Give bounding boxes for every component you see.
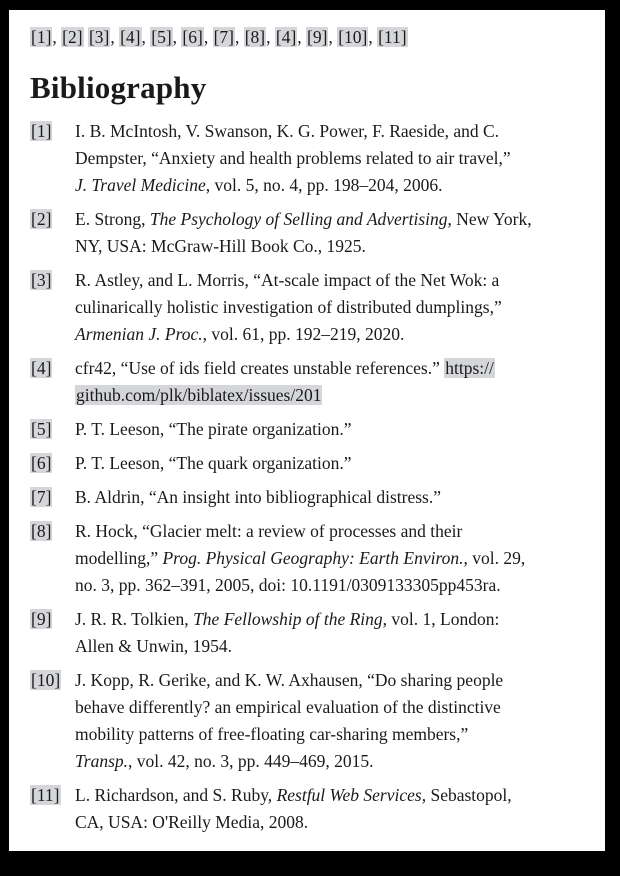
bib-entry-text xyxy=(75,450,589,477)
bib-text-segment: , vol. 61, pp. 192–219, 2020. xyxy=(202,324,405,344)
bibliography-heading: Bibliography xyxy=(30,70,207,105)
bibliography-list xyxy=(30,118,589,836)
bib-entry-text xyxy=(75,518,589,599)
bib-text-segment: , vol. 5, no. 4, pp. 198–204, 2006. xyxy=(205,175,443,195)
bib-entry-text xyxy=(75,416,589,443)
bib-text-segment: L. Richardson, and S. Ruby, xyxy=(75,785,277,805)
bib-text-segment: J. R. R. Tolkien, xyxy=(75,609,194,629)
citation-ref[interactable]: [2] xyxy=(62,27,83,47)
document-page xyxy=(9,10,605,851)
bib-line xyxy=(75,321,589,348)
bib-entry-label[interactable]: [11] xyxy=(31,785,60,805)
citation-ref[interactable]: [5] xyxy=(151,27,172,47)
bib-line xyxy=(75,416,589,443)
bib-line xyxy=(75,382,589,409)
bib-text-segment: Dempster, “Anxiety and health problems related to air travel,” xyxy=(75,148,511,168)
bib-entry-label-cell xyxy=(30,267,75,294)
bib-line xyxy=(75,355,589,382)
citation-ref[interactable]: [3] xyxy=(88,27,110,47)
citation-ref[interactable]: [8] xyxy=(244,27,266,47)
bib-text-segment: Transp. xyxy=(75,751,129,771)
citation-ref[interactable]: [10] xyxy=(338,27,368,47)
bib-entry-label[interactable]: [4] xyxy=(31,358,52,378)
citation-separator: , xyxy=(172,27,182,47)
bib-text-segment: NY, USA: McGraw-Hill Book Co., 1925. xyxy=(75,236,366,256)
bib-entry xyxy=(30,667,589,775)
bib-entry-label[interactable]: [7] xyxy=(31,487,52,507)
bib-entry-label[interactable]: [6] xyxy=(31,453,52,473)
bib-text-segment: R. Astley, and L. Morris, “At-scale impact of the Net Wok: a xyxy=(75,270,500,290)
bib-entry-label-cell xyxy=(30,484,75,511)
citation-separator: , xyxy=(368,27,378,47)
bib-entry-label-cell xyxy=(30,118,75,145)
bib-entry xyxy=(30,206,589,260)
bib-entry xyxy=(30,416,589,443)
bib-url-link[interactable]: https:// xyxy=(445,358,494,378)
bib-entry-label[interactable]: [9] xyxy=(31,609,52,629)
bib-entry-label-cell xyxy=(30,667,75,694)
bib-text-segment: cfr42, “Use of ids field creates unstable references.” xyxy=(75,358,445,378)
bib-line xyxy=(75,606,589,633)
bib-entry xyxy=(30,267,589,348)
citation-ref[interactable]: [11] xyxy=(378,27,407,47)
bib-text-segment: CA, USA: O'Reilly Media, 2008. xyxy=(75,812,309,832)
bib-text-segment: Armenian J. Proc. xyxy=(75,324,203,344)
citation-ref[interactable]: [4] xyxy=(275,27,297,47)
bib-text-segment: , vol. 1, London: xyxy=(382,609,500,629)
bib-entry xyxy=(30,518,589,599)
bib-entry-label-cell xyxy=(30,355,75,382)
bib-entry-text xyxy=(75,118,589,199)
bib-text-segment: B. Aldrin, “An insight into bibliographical distress.” xyxy=(75,487,442,507)
citation-ref[interactable]: [6] xyxy=(182,27,203,47)
bib-text-segment: , vol. 42, no. 3, pp. 449–469, 2015. xyxy=(128,751,374,771)
citation-separator: , xyxy=(203,27,213,47)
citation-ref[interactable]: [7] xyxy=(213,27,234,47)
bib-text-segment: The Fellowship of the Ring xyxy=(193,609,383,629)
bib-entry-text xyxy=(75,206,589,260)
bib-entry-label-cell xyxy=(30,450,75,477)
bib-text-segment: R. Hock, “Glacier melt: a review of processes and their xyxy=(75,521,463,541)
bib-entry-label-cell xyxy=(30,518,75,545)
bib-text-segment: The Psychology of Selling and Advertising xyxy=(149,209,448,229)
citation-separator: , xyxy=(234,27,244,47)
bib-line xyxy=(75,545,589,572)
bib-entry xyxy=(30,782,589,836)
bib-entry-label-cell xyxy=(30,782,75,809)
bib-line xyxy=(75,721,589,748)
bib-entry-label[interactable]: [3] xyxy=(31,270,52,290)
bib-text-segment: no. 3, pp. 362–391, 2005, doi: 10.1191/0309133305pp453ra. xyxy=(75,575,501,595)
bib-entry xyxy=(30,606,589,660)
bib-entry-text xyxy=(75,267,589,348)
citation-separator: , xyxy=(297,27,307,47)
bib-text-segment: Allen & Unwin, 1954. xyxy=(75,636,233,656)
bib-line xyxy=(75,233,589,260)
bib-url-link[interactable]: github.com/plk/biblatex/issues/201 xyxy=(76,385,322,405)
citation-ref[interactable]: [9] xyxy=(307,27,328,47)
citation-ref[interactable]: [1] xyxy=(31,27,52,47)
bib-text-segment: , Sebastopol, xyxy=(421,785,512,805)
citation-ref[interactable]: [4] xyxy=(120,27,141,47)
bib-entry xyxy=(30,484,589,511)
bib-line xyxy=(75,118,589,145)
bib-line xyxy=(75,450,589,477)
bib-line xyxy=(75,572,589,599)
bib-line xyxy=(75,145,589,172)
bib-entry-label-cell xyxy=(30,416,75,443)
citation-line xyxy=(30,27,589,48)
bib-text-segment: mobility patterns of free-floating car-sharing members,” xyxy=(75,724,469,744)
bib-entry-label[interactable]: [5] xyxy=(31,419,52,439)
bib-line xyxy=(75,484,589,511)
bib-line xyxy=(75,294,589,321)
bib-line xyxy=(75,694,589,721)
citation-separator: , xyxy=(52,27,62,47)
bib-text-segment: modelling,” xyxy=(75,548,163,568)
bib-text-segment: Prog. Physical Geography: Earth Environ. xyxy=(162,548,464,568)
citation-separator: , xyxy=(328,27,338,47)
bib-line xyxy=(75,518,589,545)
bib-entry-label[interactable]: [8] xyxy=(31,521,52,541)
bib-line xyxy=(75,782,589,809)
bib-entry-text xyxy=(75,484,589,511)
bib-entry xyxy=(30,118,589,199)
bib-entry-label[interactable]: [2] xyxy=(31,209,52,229)
bib-text-segment: Restful Web Services xyxy=(276,785,422,805)
bib-entry-text xyxy=(75,782,589,836)
bib-line xyxy=(75,172,589,199)
citation-separator: , xyxy=(266,27,275,47)
bib-entry-label-cell xyxy=(30,606,75,633)
bib-line xyxy=(75,809,589,836)
bib-entry-label[interactable]: [1] xyxy=(31,121,52,141)
citation-separator: , xyxy=(110,27,120,47)
bib-line xyxy=(75,748,589,775)
bib-text-segment: J. Kopp, R. Gerike, and K. W. Axhausen, “Do sharing people xyxy=(75,670,504,690)
bib-text-segment: , vol. 29, xyxy=(463,548,526,568)
bib-entry-text xyxy=(75,606,589,660)
bib-entry xyxy=(30,450,589,477)
bib-text-segment: P. T. Leeson, “The quark organization.” xyxy=(75,453,352,473)
bib-text-segment: , New York, xyxy=(447,209,532,229)
bib-text-segment: behave differently? an empirical evaluation of the distinctive xyxy=(75,697,501,717)
bib-line xyxy=(75,633,589,660)
bib-text-segment: P. T. Leeson, “The pirate organization.” xyxy=(75,419,352,439)
bib-entry-label[interactable]: [10] xyxy=(31,670,61,690)
bib-text-segment: E. Strong, xyxy=(75,209,150,229)
citation-separator: , xyxy=(141,27,151,47)
bib-entry-text xyxy=(75,667,589,775)
bib-text-segment: culinarically holistic investigation of distributed dumplings,” xyxy=(75,297,502,317)
bib-entry-label-cell xyxy=(30,206,75,233)
bib-text-segment: J. Travel Medicine xyxy=(75,175,206,195)
bib-line xyxy=(75,667,589,694)
bib-text-segment: I. B. McIntosh, V. Swanson, K. G. Power, F. Raeside, and C. xyxy=(75,121,500,141)
bib-line xyxy=(75,267,589,294)
bib-entry-text xyxy=(75,355,589,409)
bib-line xyxy=(75,206,589,233)
bib-entry xyxy=(30,355,589,409)
